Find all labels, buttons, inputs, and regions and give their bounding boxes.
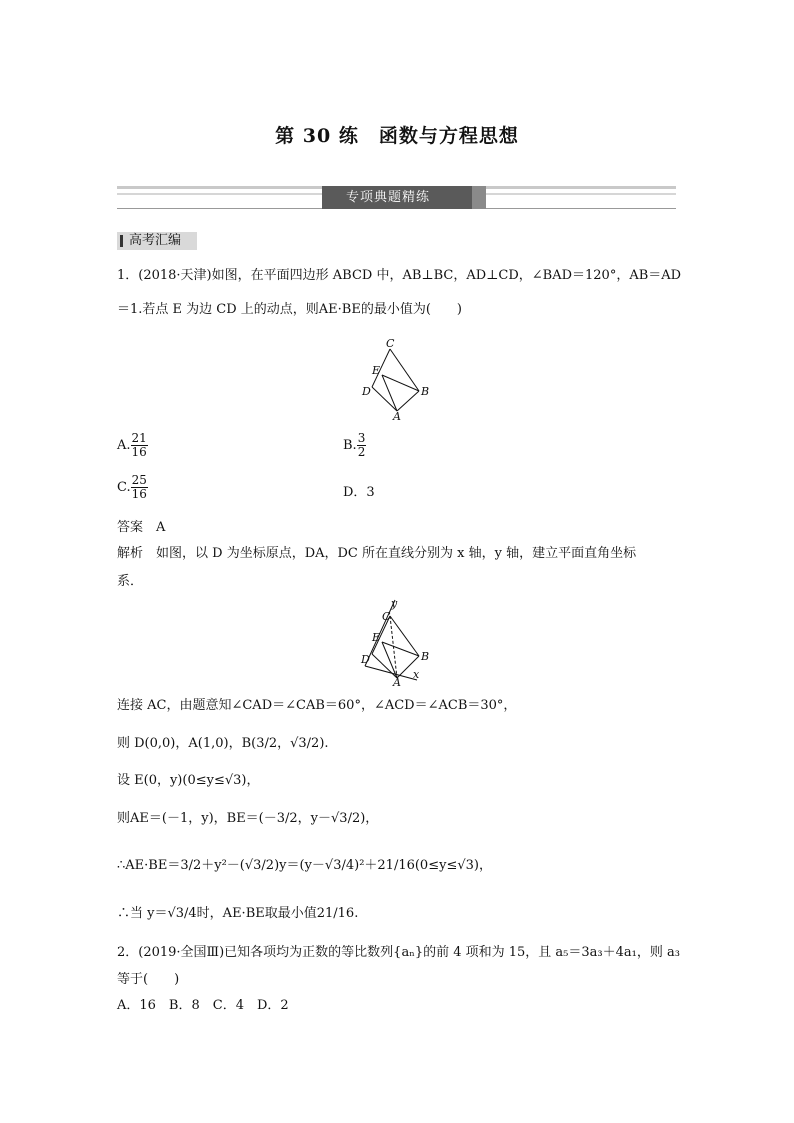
step-4: 则AE＝(－1，y)，BE＝(－3/2，y－√3/2)， — [117, 811, 379, 826]
fig2-label-x: x — [413, 668, 420, 681]
fig2-label-a: A — [393, 676, 401, 688]
option-d: D．3 — [343, 485, 375, 500]
coordinate-figure — [355, 598, 435, 688]
option-b: B. $\frac{3}{2}$ — [343, 431, 366, 459]
fig2-label-y: y — [391, 598, 398, 610]
fig2-label-c: C — [382, 610, 391, 623]
page-title: 第 30 练 函数与方程思想 — [275, 125, 519, 147]
banner-tab — [322, 186, 472, 209]
fig2-label-b: B — [421, 650, 430, 663]
section-banner — [117, 182, 676, 212]
analysis-line2: 系． — [117, 574, 144, 589]
fig2-label-e: E — [372, 631, 381, 644]
section-label: 高考汇编 — [129, 233, 182, 248]
analysis-line1: 解析 如图，以 D 为坐标原点，DA，DC 所在直线分别为 x 轴，y 轴，建立平面直角坐标 — [117, 546, 637, 561]
option-c: C. $\frac{25}{16}$ — [117, 473, 147, 501]
answer: 答案 A — [117, 520, 166, 535]
q2-line1: 2．(2019·全国Ⅲ)已知各项均为正数的等比数列{aₙ}的前 4 项和为 15，且 a₅＝3a₃＋4a₁，则 a₃ — [117, 945, 680, 960]
step-2: 则 D(0,0)，A(1,0)，B(3/2，√3/2). — [117, 736, 329, 751]
step-6: ∴当 y＝√3/4时，AE·BE取最小值21/16. — [117, 906, 359, 921]
step-1: 连接 AC，由题意知∠CAD＝∠CAB＝60°，∠ACD＝∠ACB＝30°， — [117, 698, 517, 713]
q2-line2: 等于( ) — [117, 972, 180, 987]
q2-options: A．16 B．8 C．4 D．2 — [117, 998, 289, 1013]
q1-line1: 1．(2018·天津)如图，在平面四边形 ABCD 中，AB⊥BC，AD⊥CD，∠BAD＝120°，AB＝AD — [117, 268, 682, 283]
option-a: A. $\frac{21}{16}$ — [117, 431, 147, 459]
fig1-label-c: C — [386, 337, 395, 350]
step-3: 设 E(0，y)(0≤y≤√3)， — [117, 773, 260, 788]
fig2-label-d: D — [361, 653, 370, 666]
section-heading — [117, 232, 197, 250]
banner-label: 专项典题精练 — [346, 190, 431, 205]
fig1-label-b: B — [421, 385, 430, 398]
step-5: ∴AE·BE＝3/2＋y²－(√3/2)y＝(y－√3/4)²＋21/16(0≤y≤√3)， — [117, 858, 492, 873]
fig1-label-e: E — [372, 364, 381, 377]
q1-line2: ＝1.若点 E 为边 CD 上的动点，则AE·BE的最小值为( ) — [117, 302, 462, 317]
fig1-label-a: A — [393, 410, 401, 420]
quadrilateral-figure — [355, 335, 435, 420]
fig1-label-d: D — [362, 385, 371, 398]
